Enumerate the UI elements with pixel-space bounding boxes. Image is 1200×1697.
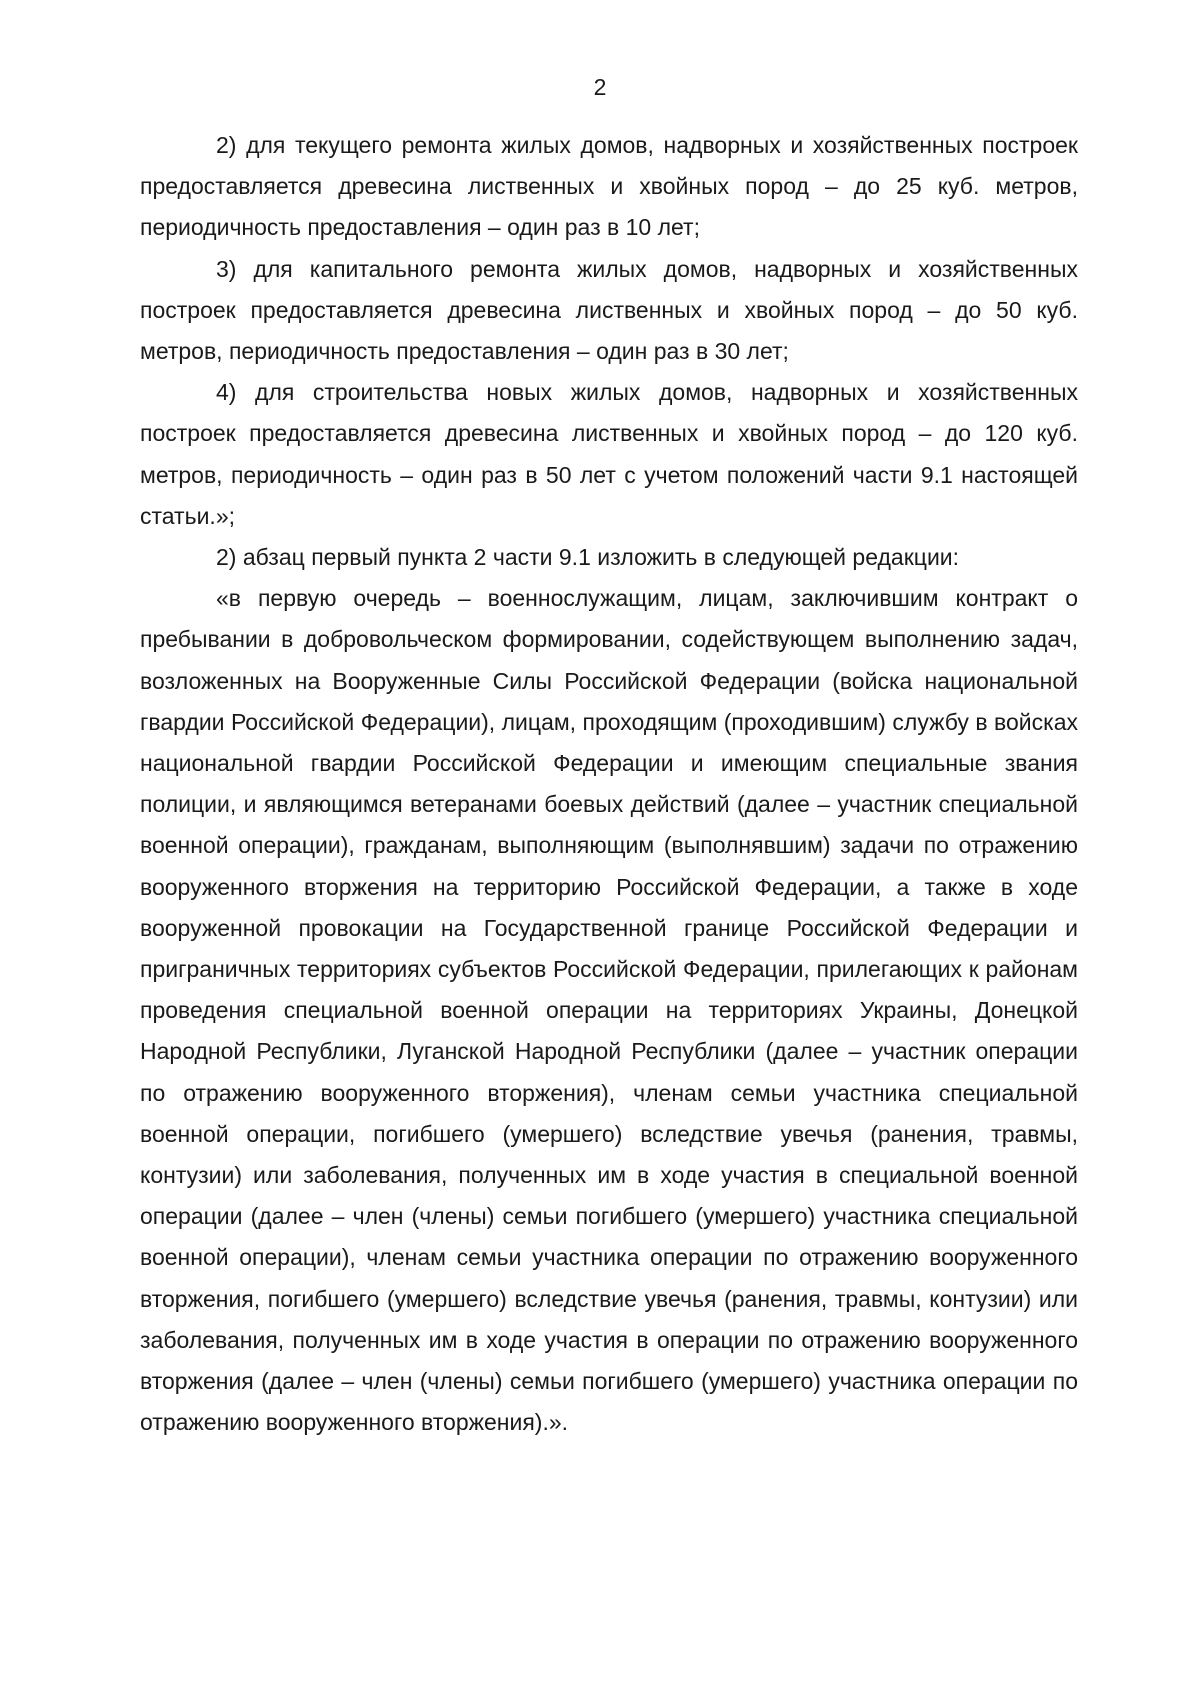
page-number: 2 — [593, 74, 607, 100]
document-body — [140, 125, 1078, 1444]
paragraph-item-3-capital-repair: 3) для капитального ремонта жилых домов, надворных и хозяйственных построек предоставляется древесина лиственных и хвойных пород – до 50 куб. метров, периодичность предоставления – один раз в 30 лет; — [140, 255, 1078, 365]
paragraph-new-wording-quote: «в первую очередь – военнослужащим, лицам, заключившим контракт о пребывании в добровольческом формировании, содействующем выполнению задач, возложенных на Вооруженные Силы Российской Федерации (войска национальной гвардии Российской Федерации), лицам, проходящим (проходившим) службу в войсках национальной гвардии Российской Федерации и имеющим специальные звания полиции, и являющимся ветеранами боевых действий (далее – участник специальной военной операции), гражданам, выполняющим (выполнявшим) задачи по отражению вооруженного вторжения на территорию Российской Федерации, а также в ходе вооруженной провокации на Государственной границе Российской Федерации и приграничных территориях субъектов Российской Федерации, прилегающих к районам проведения специальной военной операции на территориях Украины, Донецкой Народной Республики, Луганской Народной Республики (далее – участник операции по отражению вооруженного вторжения), членам семьи участника специальной военной операции, погибшего (умершего) вследствие увечья (ранения, травмы, контузии) или заболевания, полученных им в ходе участия в специальной военной операции (далее – член (члены) семьи погибшего (умершего) участника специальной военной операции), членам семьи участника операции по отражению вооруженного вторжения, погибшего (умершего) вследствие увечья (ранения, травмы, контузии) или заболевания, полученных им в ходе участия в операции по отражению вооруженного вторжения (далее – член (члены) семьи погибшего (умершего) участника операции по отражению вооруженного вторжения).». — [140, 585, 1078, 1436]
paragraph-item-2-current-repair: 2) для текущего ремонта жилых домов, надворных и хозяйственных построек предоставляется древесина лиственных и хвойных пород – до 25 куб. метров, периодичность предоставления – один раз в 10 лет; — [140, 132, 1078, 241]
paragraph-item-4-new-construction: 4) для строительства новых жилых домов, надворных и хозяйственных построек предоставляется древесина лиственных и хвойных пород – до 120 куб. метров, периодичность – один раз в 50 лет с учетом положений части 9.1 настоящей статьи.»; — [140, 379, 1078, 529]
paragraph-amendment-clause: 2) абзац первый пункта 2 части 9.1 изложить в следующей редакции: — [216, 544, 960, 571]
